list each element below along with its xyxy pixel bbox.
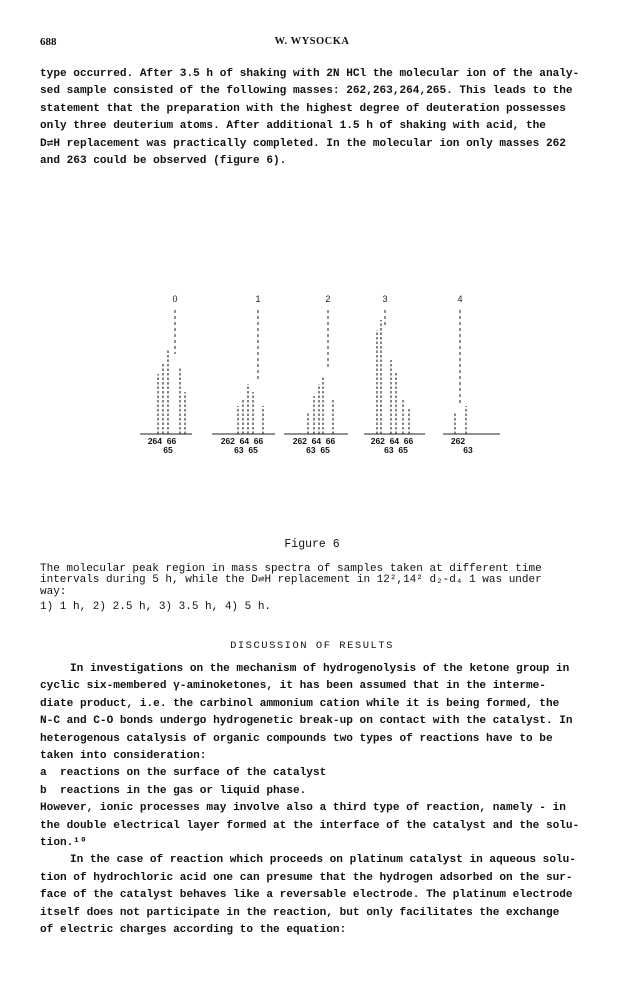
list-item-a: a reactions on the surface of the catalyst <box>40 767 327 780</box>
tick-labels-top: 262 <box>450 436 466 446</box>
tick-labels-bottom: 65 <box>163 445 173 455</box>
text-line: D⇌H replacement was practically completed. In the molecular ion only masses 262 <box>40 137 566 150</box>
text-line: face of the catalyst behaves like a reversable electrode. The platinum electrode <box>40 889 573 902</box>
text-line: However, ionic processes may involve also a third type of reaction, namely - in <box>40 802 566 815</box>
text-line: heterogenous catalysis of organic compounds two types of reactions have to be <box>40 732 553 745</box>
text-line: cyclic six-membered γ-aminoketones, it has been assumed that in the interme- <box>40 680 546 693</box>
tick-labels-bottom: 63 <box>463 445 473 455</box>
tick-labels-top: 262 64 66 <box>220 436 264 446</box>
text-line: and 263 could be observed (figure 6). <box>40 155 287 168</box>
figure-caption <box>40 564 585 614</box>
tick-labels-top: 262 64 66 <box>370 436 414 446</box>
panel-label: 2 <box>325 294 331 304</box>
text-line: type occurred. After 3.5 h of shaking with 2N HCl the molecular ion of the analy- <box>40 68 580 80</box>
panel-label: 4 <box>457 294 463 304</box>
figure-caption-title: Figure 6 <box>284 538 340 551</box>
page-number: 688 <box>40 36 57 48</box>
caption-line: 1) 1 h, 2) 2.5 h, 3) 3.5 h, 4) 5 h. <box>40 601 272 614</box>
panel-label: 1 <box>255 294 261 304</box>
discussion-paragraph <box>40 661 585 940</box>
section-heading: DISCUSSION OF RESULTS <box>230 640 394 652</box>
intro-paragraph <box>40 66 585 170</box>
caption-line: The molecular peak region in mass spectra of samples taken at different time <box>40 563 542 575</box>
panel-label: 0 <box>172 294 178 304</box>
caption-line: way: <box>40 585 67 598</box>
text-line: the double electrical layer formed at the interface of the catalyst and the solu- <box>40 819 580 832</box>
tick-labels-top: 262 64 66 <box>292 436 336 446</box>
tick-labels-bottom: 63 65 <box>306 445 330 455</box>
text-line: In the case of reaction which proceeds on platinum catalyst in aqueous solu- <box>70 854 576 867</box>
running-head-author: W. WYSOCKA <box>274 36 350 47</box>
text-line: itself does not participate in the reaction, but only facilitates the exchange <box>40 906 560 919</box>
text-line: sed sample consisted of the following masses: 262,263,264,265. This leads to the <box>40 85 573 98</box>
tick-labels-bottom: 63 65 <box>234 445 258 455</box>
text-line: taken into consideration: <box>40 750 207 763</box>
tick-labels-top: 264 66 <box>147 436 177 446</box>
mass-spectra-figure <box>0 288 624 468</box>
tick-labels-bottom: 63 65 <box>384 445 408 455</box>
text-line: tion.¹⁰ <box>40 837 87 850</box>
text-line: of electric charges according to the equation: <box>40 924 347 937</box>
list-item-b: b reactions in the gas or liquid phase. <box>40 784 307 797</box>
panel-label: 3 <box>382 294 388 304</box>
text-line: statement that the preparation with the highest degree of deuteration possesses <box>40 102 566 115</box>
text-line: In investigations on the mechanism of hydrogenolysis of the ketone group in <box>70 663 570 675</box>
text-line: tion of hydrochloric acid one can presume that the hydrogen adsorbed on the sur- <box>40 871 573 884</box>
text-line: diate product, i.e. the carbinol ammonium cation while it is being formed, the <box>40 697 560 710</box>
text-line: N-C and C-O bonds undergo hydrogenetic break-up on contact with the catalyst. In <box>40 715 573 728</box>
caption-line: intervals during 5 h, while the D⇌H replacement in 12²,14² d₂-d₄ 1 was under <box>40 574 542 587</box>
text-line: only three deuterium atoms. After additional 1.5 h of shaking with acid, the <box>40 120 546 133</box>
